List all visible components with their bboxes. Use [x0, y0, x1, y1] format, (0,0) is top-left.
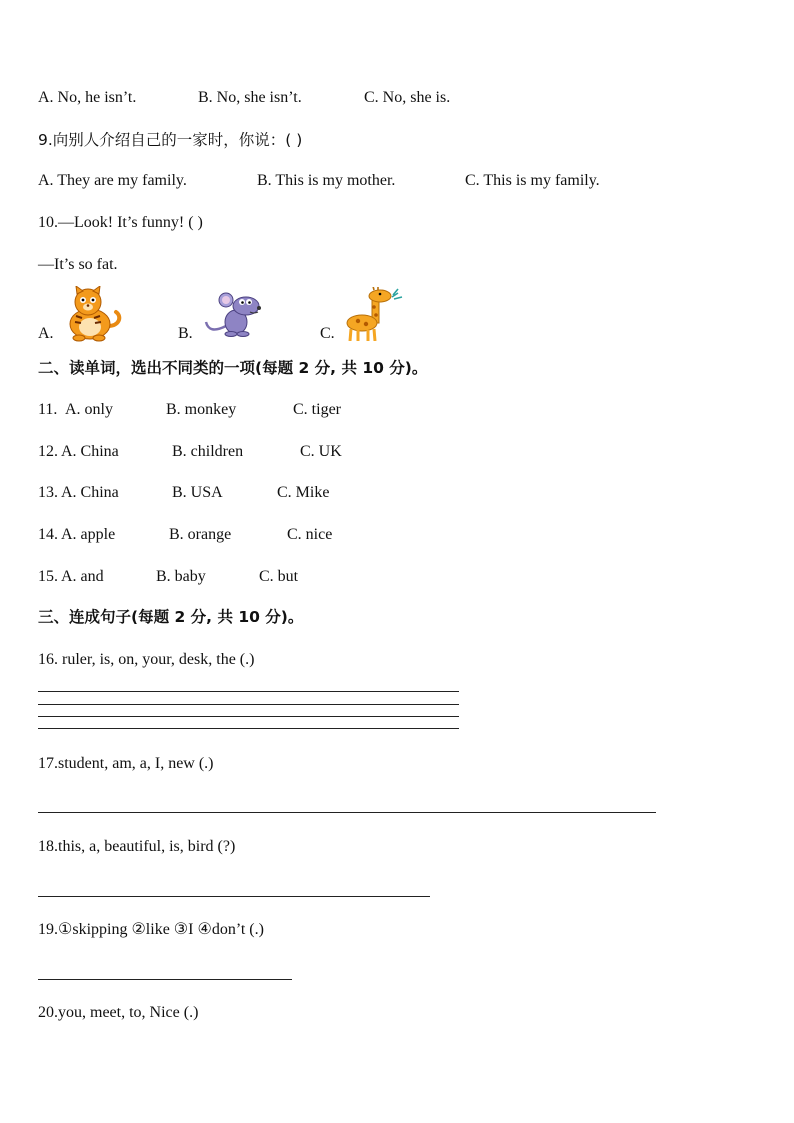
q8-option-c[interactable]: C. No, she is.	[364, 89, 451, 106]
mouse-icon[interactable]	[204, 292, 268, 338]
q10-option-a[interactable]: A.	[38, 325, 54, 342]
q14-option-c[interactable]: C. nice	[287, 526, 333, 543]
q10-option-b[interactable]: B.	[178, 325, 193, 342]
q10-stem: 10.—Look! It’s funny! ( )	[38, 214, 203, 231]
q8-option-b[interactable]: B. No, she isn’t.	[198, 89, 302, 106]
q10-reply: —It’s so fat.	[38, 256, 118, 273]
q17: 17.student, am, a, I, new (.)	[38, 755, 214, 772]
q13-option-b[interactable]: B. USA	[172, 484, 223, 501]
q13-option-a[interactable]: A. China	[61, 484, 119, 501]
q12-option-b[interactable]: B. children	[172, 443, 244, 460]
q12-option-a[interactable]: A. China	[61, 443, 119, 460]
q16: 16. ruler, is, on, your, desk, the (.)	[38, 651, 255, 668]
q9-option-b[interactable]: B. This is my mother.	[257, 172, 396, 189]
q16-answer-line-2[interactable]	[38, 704, 459, 705]
q15-option-a[interactable]: A. and	[61, 568, 104, 585]
q19-answer-line[interactable]	[38, 979, 292, 980]
q15-option-b[interactable]: B. baby	[156, 568, 206, 585]
giraffe-icon[interactable]	[344, 287, 412, 341]
q14-option-b[interactable]: B. orange	[169, 526, 232, 543]
q8-option-a[interactable]: A. No, he isn’t.	[38, 89, 137, 106]
q9-option-a[interactable]: A. They are my family.	[38, 172, 187, 189]
q16-answer-line-4[interactable]	[38, 728, 459, 729]
q11-option-b[interactable]: B. monkey	[166, 401, 237, 418]
section-3-title: 三、连成句子(每题 2 分, 共 10 分)。	[38, 608, 304, 626]
q9-option-c[interactable]: C. This is my family.	[465, 172, 600, 189]
tiger-icon[interactable]	[60, 286, 126, 342]
q11-option-a[interactable]: A. only	[65, 401, 113, 418]
q11-number: 11.	[38, 401, 58, 418]
q15-number: 15.	[38, 568, 58, 585]
q11-option-c[interactable]: C. tiger	[293, 401, 341, 418]
q14-option-a[interactable]: A. apple	[61, 526, 116, 543]
section-2-title: 二、读单词，选出不同类的一项(每题 2 分, 共 10 分)。	[38, 359, 428, 377]
q13-number: 13.	[38, 484, 58, 501]
q16-answer-line-1[interactable]	[38, 691, 459, 692]
q12-number: 12.	[38, 443, 58, 460]
q17-answer-line[interactable]	[38, 812, 656, 813]
q20: 20.you, meet, to, Nice (.)	[38, 1004, 199, 1021]
q13-option-c[interactable]: C. Mike	[277, 484, 330, 501]
q12-option-c[interactable]: C. UK	[300, 443, 342, 460]
q15-option-c[interactable]: C. but	[259, 568, 299, 585]
q16-answer-line-3[interactable]	[38, 716, 459, 717]
q9-stem: 9.向别人介绍自己的一家时，你说：( )	[38, 131, 303, 149]
q19: 19.①skipping ②like ③I ④don’t (.)	[38, 921, 264, 938]
q10-option-c[interactable]: C.	[320, 325, 335, 342]
q18-answer-line[interactable]	[38, 896, 430, 897]
q18: 18.this, a, beautiful, is, bird (?)	[38, 838, 236, 855]
q14-number: 14.	[38, 526, 58, 543]
